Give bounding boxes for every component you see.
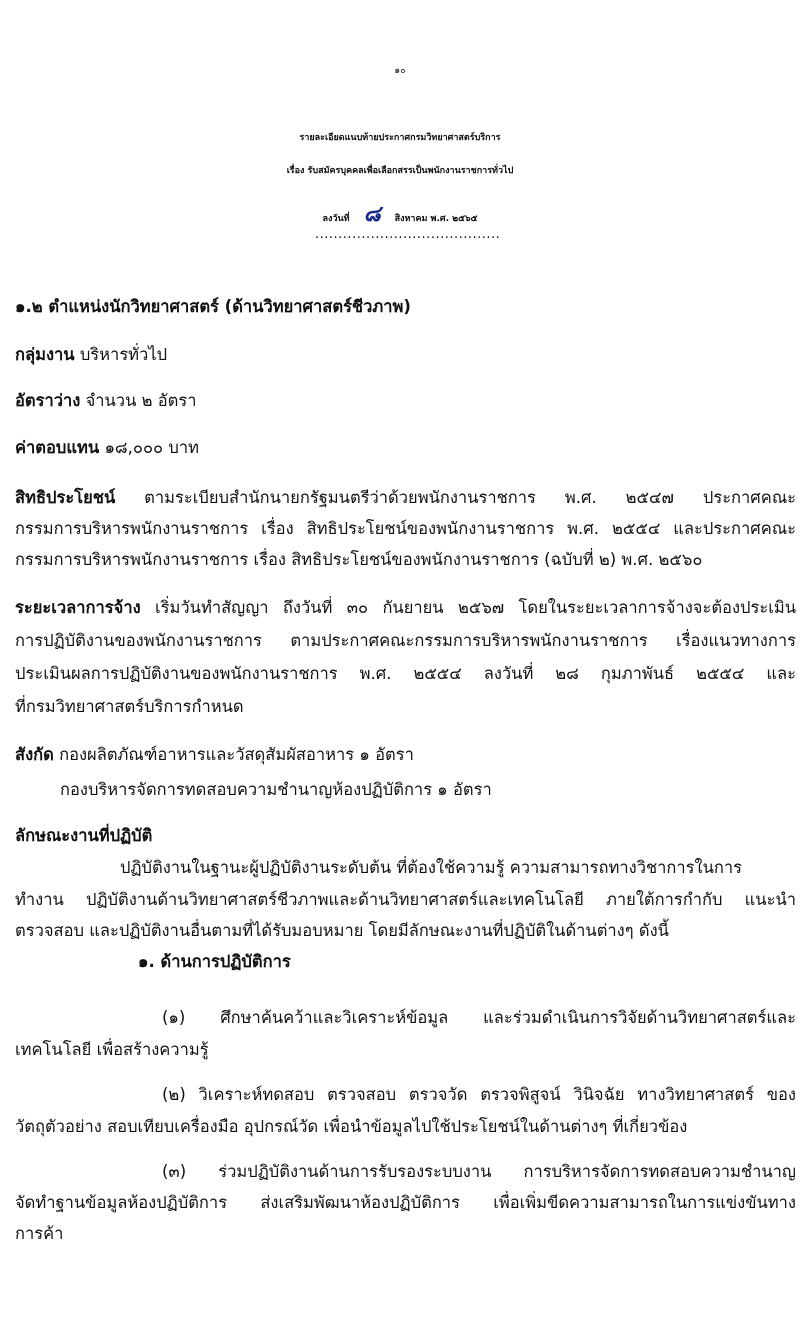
work-group-value: บริหารทั่วไป <box>74 345 168 364</box>
duties-intro-2: ทำงาน ปฏิบัติงานด้านวิทยาศาสตร์ชีวภาพและด้านวิทยาศาสตร์และเทคโนโลยี ภายใต้การกำกับ แนะนำ <box>15 890 796 909</box>
compensation-label: ค่าตอบแทน <box>15 438 100 457</box>
date-suffix: สิงหาคม พ.ศ. ๒๕๖๕ <box>394 214 478 224</box>
header-subject: เรื่อง รับสมัครบุคคลเพื่อเลือกสรรเป็นพนักงานราชการทั่วไป <box>286 166 514 176</box>
duties-heading: ลักษณะงานที่ปฏิบัติ <box>15 826 153 845</box>
duties-intro-1: ปฏิบัติงานในฐานะผู้ปฏิบัติงานระดับต้น ที่ต้องใช้ความรู้ ความสามารถทางวิชาการในการ <box>120 858 742 877</box>
header-title: รายละเอียดแนบท้ายประกาศกรมวิทยาศาสตร์บริการ <box>299 133 501 143</box>
vacancy-label: อัตราว่าง <box>15 391 81 410</box>
affiliation-line-1: สังกัด กองผลิตภัณฑ์อาหารและวัสดุสัมผัสอาหาร ๑ อัตรา <box>15 745 414 764</box>
benefits-line-3: กรรมการบริหารพนักงานราชการ เรื่อง สิทธิประโยชน์ของพนักงานราชการ (ฉบับที่ ๒) พ.ศ. ๒๕๖๐ <box>15 550 703 569</box>
employment-line-4: ที่กรมวิทยาศาสตร์บริการกำหนด <box>15 697 244 716</box>
employment-line-3: ประเมินผลการปฏิบัติงานของพนักงานราชการ พ.ศ. ๒๕๕๔ ลงวันที่ ๒๘ กุมภาพันธ์ ๒๕๕๔ และ <box>15 664 796 683</box>
item-1-line-a: (๑) ศึกษาค้นคว้าและวิเคราะห์ข้อมูล และร่วมดำเนินการวิจัยด้านวิทยาศาสตร์และ <box>162 1008 796 1027</box>
employment-label: ระยะเวลาการจ้าง <box>15 598 141 617</box>
benefits-line-1: สิทธิประโยชน์ ตามระเบียบสำนักนายกรัฐมนตรีว่าด้วยพนักงานราชการ พ.ศ. ๒๕๔๗ ประกาศคณะ <box>15 488 796 507</box>
item-3-line-b: จัดทำฐานข้อมูลห้องปฏิบัติการ ส่งเสริมพัฒนาห้องปฏิบัติการ เพื่อเพิ่มขีดความสามารถในการแข่งขันทาง <box>15 1193 796 1212</box>
vacancy-value: จำนวน ๒ อัตรา <box>80 391 197 410</box>
date-day-handwritten: ๘ <box>363 201 381 227</box>
item-2-line-b: วัตถุตัวอย่าง สอบเทียบเครื่องมือ อุปกรณ์วัด เพื่อนำข้อมูลไปใช้ประโยชน์ในด้านต่างๆ ที่เกี่ยวข้อง <box>15 1117 688 1136</box>
item-3-line-c: การค้า <box>15 1224 64 1243</box>
affiliation-line-2: กองบริหารจัดการทดสอบความชำนาญห้องปฏิบัติการ ๑ อัตรา <box>60 780 492 799</box>
vacancy <box>15 388 196 414</box>
position-title: ๑.๒ ตำแหน่งนักวิทยาศาสตร์ (ด้านวิทยาศาสตร์ชีวภาพ) <box>15 297 411 316</box>
compensation-value: ๑๘,๐๐๐ บาท <box>99 438 199 457</box>
item-3-line-a: (๓) ร่วมปฏิบัติงานด้านการรับรองระบบงาน การบริหารจัดการทดสอบความชำนาญ <box>162 1162 796 1181</box>
item-2-line-a: (๒) วิเคราะห์ทดสอบ ตรวจสอบ ตรวจวัด ตรวจพิสูจน์ วินิจฉัย ทางวิทยาศาสตร์ ของ <box>162 1085 796 1104</box>
duties-intro-3: ตรวจสอบ และปฏิบัติงานอื่นตามที่ได้รับมอบหมาย โดยมีลักษณะงานที่ปฏิบัติในด้านต่างๆ ดังนี้ <box>15 921 669 940</box>
employment-line-1: ระยะเวลาการจ้าง เริ่มวันทำสัญญา ถึงวันที่ ๓๐ กันยายน ๒๕๖๗ โดยในระยะเวลาการจ้างจะต้องประเมิน <box>15 598 796 617</box>
compensation <box>15 435 199 461</box>
page-number: ๑๐ <box>394 66 406 76</box>
work-group <box>15 342 167 368</box>
work-group-label: กลุ่มงาน <box>15 345 75 364</box>
employment-line-2: การปฏิบัติงานของพนักงานราชการ ตามประกาศคณะกรรมการบริหารพนักงานราชการ เรื่องแนวทางการ <box>15 631 796 650</box>
date-prefix: ลงวันที่ <box>322 214 350 224</box>
section-operations-heading: ๑. ด้านการปฏิบัติการ <box>138 952 291 971</box>
header-date <box>0 196 800 231</box>
item-1-line-b: เทคโนโลยี เพื่อสร้างความรู้ <box>15 1040 209 1059</box>
header-divider-dots: ........................................ <box>315 227 501 242</box>
benefits-label: สิทธิประโยชน์ <box>15 488 116 507</box>
affiliation-label: สังกัด <box>15 745 54 764</box>
benefits-line-2: กรรมการบริหารพนักงานราชการ เรื่อง สิทธิประโยชน์ของพนักงานราชการ พ.ศ. ๒๕๕๔ และประกาศคณะ <box>15 519 796 538</box>
